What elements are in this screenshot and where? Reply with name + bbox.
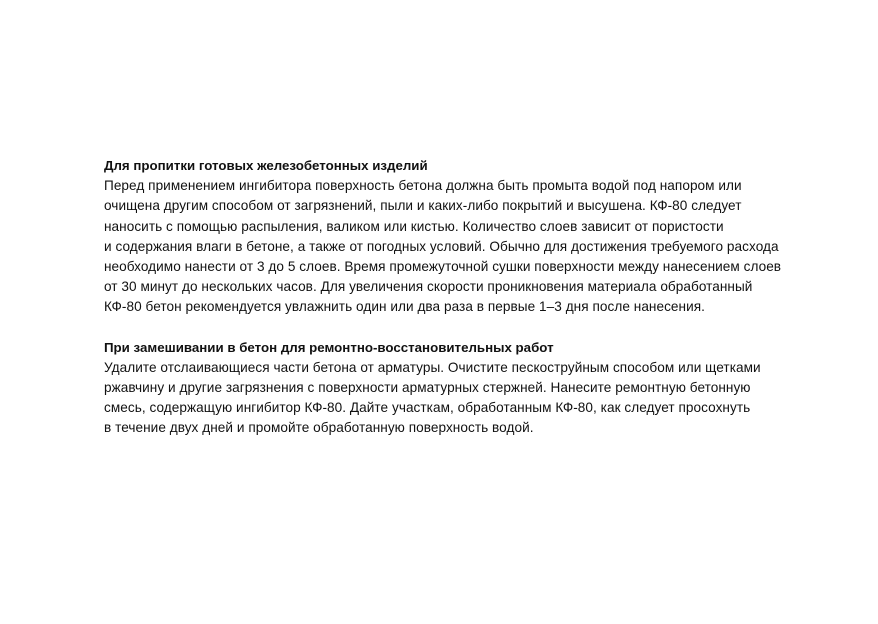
paragraph-line: Удалите отслаивающиеся части бетона от арматуры. Очистите пескоструйным способом или щетками bbox=[104, 359, 761, 375]
document-body bbox=[104, 156, 844, 439]
section-heading: При замешивании в бетон для ремонтно-восстановительных работ bbox=[104, 339, 554, 355]
paragraph-line: наносить с помощью распыления, валиком или кистью. Количество слоев зависит от пористости bbox=[104, 218, 724, 234]
paragraph-line: ржавчину и другие загрязнения с поверхности арматурных стержней. Нанесите ремонтную бетонную bbox=[104, 380, 751, 396]
paragraph-line: очищена другим способом от загрязнений, пыли и каких-либо покрытий и высушена. КФ-80 следует bbox=[104, 198, 742, 214]
section-heading: Для пропитки готовых железобетонных изделий bbox=[104, 158, 428, 173]
section-repair-mixing bbox=[104, 338, 844, 439]
paragraph-line: необходимо нанести от 3 до 5 слоев. Время промежуточной сушки поверхности между нанесением слоев bbox=[104, 259, 782, 275]
paragraph-line: в течение двух дней и промойте обработанную поверхность водой. bbox=[104, 420, 534, 436]
section-impregnation bbox=[104, 156, 844, 318]
paragraph-line: Перед применением ингибитора поверхность бетона должна быть промыта водой под напором или bbox=[104, 178, 742, 194]
paragraph-line: КФ-80 бетон рекомендуется увлажнить один или два раза в первые 1–3 дня после нанесения. bbox=[104, 299, 705, 315]
paragraph-line: и содержания влаги в бетоне, а также от погодных условий. Обычно для достижения требуемого расхода bbox=[104, 238, 779, 254]
paragraph-line: смесь, содержащую ингибитор КФ-80. Дайте участкам, обработанным КФ-80, как следует просохнуть bbox=[104, 400, 751, 416]
paragraph-line: от 30 минут до нескольких часов. Для увеличения скорости проникновения материала обработанный bbox=[104, 279, 753, 295]
